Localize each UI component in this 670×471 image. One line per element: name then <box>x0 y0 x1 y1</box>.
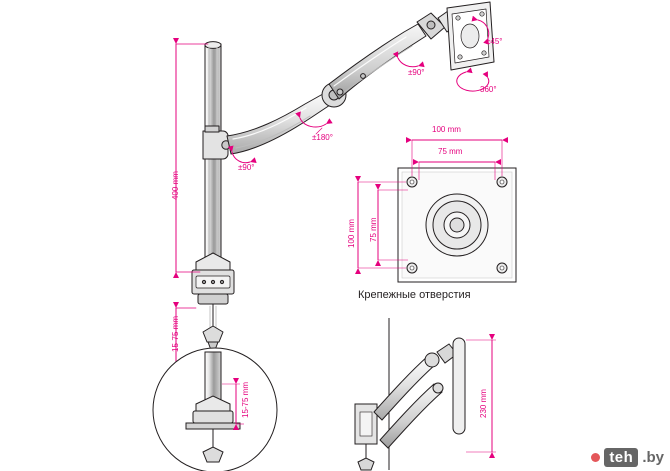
rotation-arc-arm-90 <box>398 58 418 67</box>
label-vesa-width-75: 75 mm <box>438 147 463 156</box>
label-reach-230: 230 mm <box>479 389 488 418</box>
label-tilt-45: ±45° <box>486 37 503 46</box>
label-vesa-width-100: 100 mm <box>432 125 461 134</box>
label-tilt-90-arm: ±90° <box>408 68 425 77</box>
label-clamp-detail-range: 15-75 mm <box>241 381 250 418</box>
desk-clamp <box>192 253 234 350</box>
watermark <box>591 448 664 467</box>
watermark-suffix: .by <box>642 449 664 466</box>
side-reach-view <box>355 318 496 470</box>
label-rotate-180: ±180° <box>312 133 333 142</box>
vesa-caption: Крепежные отверстия <box>358 289 471 301</box>
label-vesa-height-75: 75 mm <box>369 217 378 242</box>
vesa-front-view <box>358 140 516 282</box>
watermark-text: teh <box>604 448 638 467</box>
upper-arm <box>329 24 426 99</box>
watermark-dot-icon <box>591 453 600 462</box>
vesa-plate-assembly <box>447 2 494 70</box>
clamp-detail-view <box>153 348 277 471</box>
label-tilt-90-base: ±90° <box>238 163 255 172</box>
label-height-400: 400 mm <box>171 171 180 200</box>
label-vesa-height-100: 100 mm <box>347 219 356 248</box>
lower-arm <box>227 90 336 154</box>
label-rotate-360: 360° <box>480 85 497 94</box>
label-clamp-range: 15-75 mm <box>171 315 180 352</box>
pole-collar <box>203 126 230 159</box>
